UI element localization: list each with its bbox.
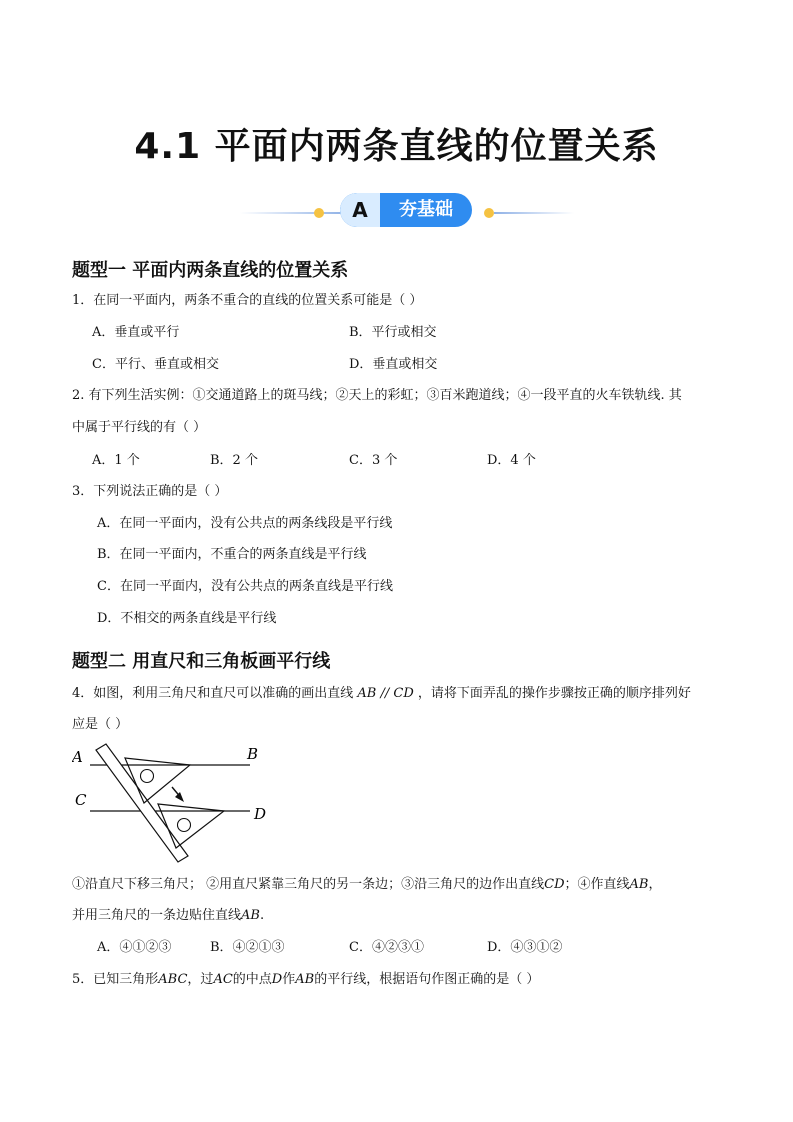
banner-dot-right bbox=[484, 208, 494, 218]
q5-text-a: 5．已知三角形 bbox=[72, 972, 159, 987]
q2-option-b: B．2 个 bbox=[210, 453, 258, 468]
q4-option-b: B．④②①③ bbox=[210, 940, 285, 955]
q3-option-d: D．不相交的两条直线是平行线 bbox=[97, 611, 277, 626]
q5-text-c: 的中点 bbox=[232, 972, 272, 987]
banner-dot-left bbox=[314, 208, 324, 218]
q4-steps-math-ab: AB bbox=[629, 877, 649, 892]
q4-stem-text-b: ，请将下面弄乱的操作步骤按正确的顺序排列好 bbox=[417, 686, 691, 701]
q1-option-a: A．垂直或平行 bbox=[92, 325, 180, 340]
q3-option-b: B．在同一平面内，不重合的两条直线是平行线 bbox=[97, 547, 367, 562]
set-square-upper-hole bbox=[141, 770, 154, 783]
banner-letter: A bbox=[340, 193, 380, 227]
set-square-lower-hole bbox=[178, 819, 191, 832]
q1-option-c: C．平行、垂直或相交 bbox=[92, 357, 219, 372]
label-c: C bbox=[75, 791, 87, 809]
move-arrow-head bbox=[175, 792, 184, 802]
label-d: D bbox=[254, 805, 267, 823]
q4-stem-text-a: 4．如图，利用三角尺和直尺可以准确的画出直线 bbox=[72, 686, 354, 701]
q5-math-ab: AB bbox=[295, 972, 315, 987]
q4-steps2-text-a: 并用三角尺的一条边贴住直线 bbox=[72, 908, 242, 923]
label-a: A bbox=[72, 748, 83, 766]
page-title: 4.1 平面内两条直线的位置关系 bbox=[134, 126, 659, 167]
section-title-2: 题型二 用直尺和三角板画平行线 bbox=[72, 651, 331, 672]
q1-option-d: D．垂直或相交 bbox=[349, 357, 438, 372]
banner-label: 夯基础 bbox=[399, 199, 453, 220]
question-4-stem-line1 bbox=[72, 686, 691, 702]
q3-option-a: A．在同一平面内，没有公共点的两条线段是平行线 bbox=[97, 516, 393, 531]
section-banner bbox=[230, 193, 563, 233]
q4-steps2-text-b: . bbox=[259, 908, 265, 923]
q5-math-ac: AC bbox=[213, 972, 233, 987]
q3-option-c: C．在同一平面内，没有公共点的两条直线是平行线 bbox=[97, 579, 393, 594]
q2-option-c: C．3 个 bbox=[349, 453, 398, 468]
banner-pill bbox=[340, 193, 472, 227]
q4-steps-text-a: ①沿直尺下移三角尺； ②用直尺紧靠三角尺的另一条边；③沿三角尺的边作出直线 bbox=[72, 877, 545, 892]
q5-text-d: 作 bbox=[282, 972, 296, 987]
q4-steps2-math: AB bbox=[241, 908, 260, 923]
question-2-stem-line2: 中属于平行线的有（ ） bbox=[72, 420, 207, 435]
q5-math-d: D bbox=[271, 972, 283, 987]
question-3-stem: 3．下列说法正确的是（ ） bbox=[72, 484, 228, 499]
q2-option-a: A．1 个 bbox=[92, 453, 140, 468]
q5-math-abc: ABC bbox=[158, 972, 188, 987]
q4-steps-math-cd: CD bbox=[544, 877, 565, 892]
q4-option-a: A．④①②③ bbox=[97, 940, 172, 955]
q4-option-c: C．④②③① bbox=[349, 940, 424, 955]
q1-option-b: B．平行或相交 bbox=[349, 325, 437, 340]
q5-text-e: 的平行线，根据语句作图正确的是（ ） bbox=[314, 972, 540, 987]
question-4-stem-line2: 应是（ ） bbox=[72, 717, 129, 732]
q4-steps-text-c: ， bbox=[648, 877, 662, 892]
q5-text-b: ，过 bbox=[187, 972, 214, 987]
q4-steps-text-b: ；④作直线 bbox=[564, 877, 630, 892]
parallel-lines-figure bbox=[72, 742, 272, 867]
question-5-stem bbox=[72, 972, 539, 988]
section-title-1: 题型一 平面内两条直线的位置关系 bbox=[72, 260, 349, 281]
q2-option-d: D．4 个 bbox=[487, 453, 536, 468]
banner-line-left bbox=[240, 212, 345, 214]
q4-option-d: D．④③①② bbox=[487, 940, 563, 955]
label-b: B bbox=[247, 745, 259, 763]
banner-line-right bbox=[494, 212, 574, 214]
question-4-steps-line1 bbox=[72, 877, 662, 893]
q4-stem-math: AB // CD bbox=[357, 686, 414, 701]
question-1-stem: 1．在同一平面内，两条不重合的直线的位置关系可能是（ ） bbox=[72, 293, 423, 308]
question-2-stem-line1: 2. 有下列生活实例：①交通道路上的斑马线；②天上的彩虹；③百米跑道线；④一段平直的火车铁轨线. 其 bbox=[72, 388, 682, 403]
question-4-steps-line2 bbox=[72, 908, 264, 924]
